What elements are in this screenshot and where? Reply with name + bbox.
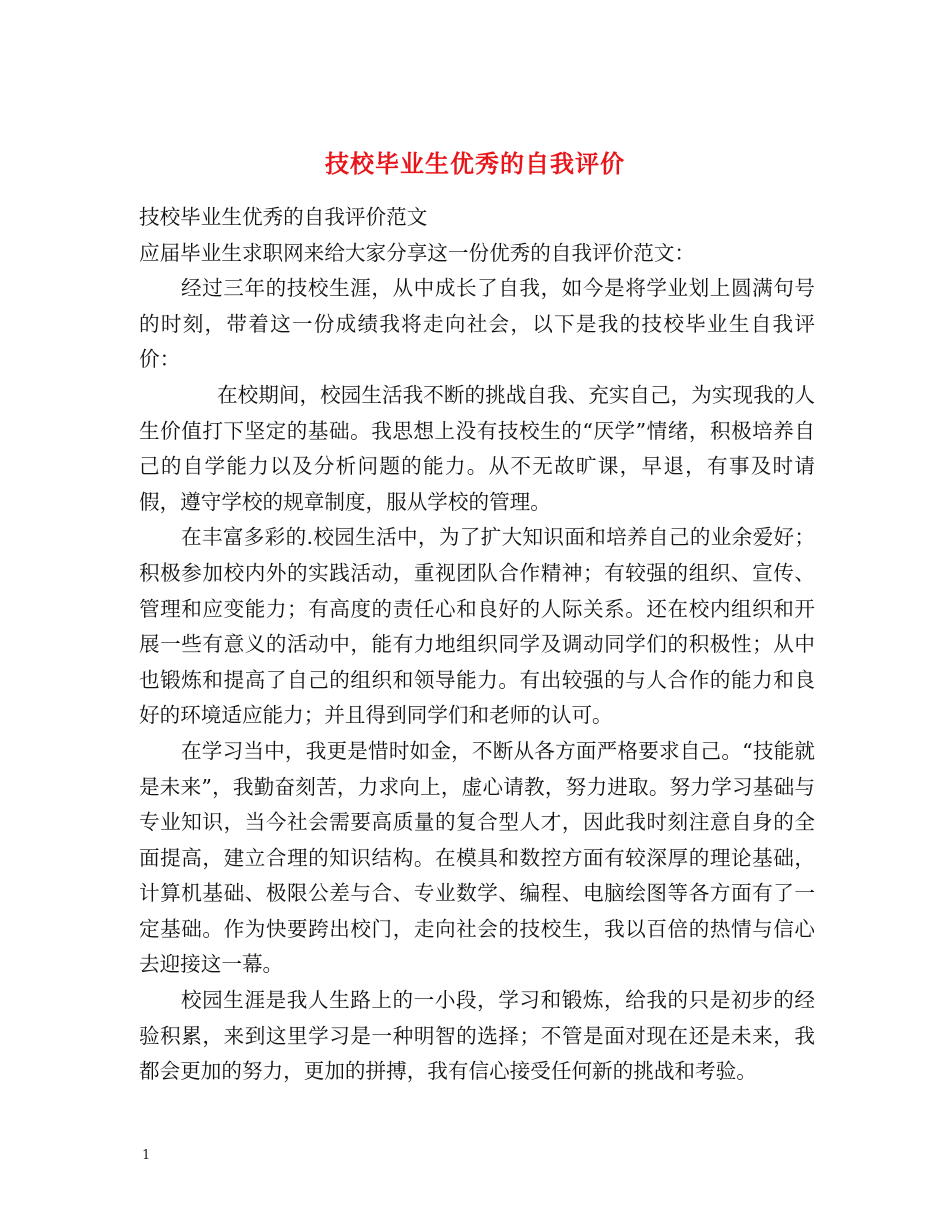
document-title: 技校毕业生优秀的自我评价 bbox=[325, 149, 625, 179]
document-body bbox=[139, 200, 815, 1090]
paragraph-2: 在校期间，校园生活我不断的挑战自我、充实自己，为实现我的人生价值打下坚定的基础。我思想上没有技校生的“厌学”情绪，积极培养自己的自学能力以及分析问题的能力。从不无故旷课，早退，有事及时请假，遵守学校的规章制度，服从学校的管理。 bbox=[139, 382, 815, 514]
subtitle-line: 技校毕业生优秀的自我评价范文 bbox=[139, 205, 428, 229]
intro-line: 应届毕业生求职网来给大家分享这一份优秀的自我评价范文： bbox=[139, 240, 696, 265]
paragraph-1: 经过三年的技校生涯，从中成长了自我，如今是将学业划上圆满句号的时刻，带着这一份成绩我将走向社会，以下是我的技校毕业生自我评价： bbox=[139, 276, 815, 372]
paragraph-4: 在学习当中，我更是惜时如金，不断从各方面严格要求自己。“技能就是未来”，我勤奋刻苦，力求向上，虚心请教，努力进取。努力学习基础与专业知识，当今社会需要高质量的复合型人才，因此我时刻注意自身的全面提高，建立合理的知识结构。在模具和数控方面有较深厚的理论基础，计算机基础、极限公差与合、专业数学、编程、电脑绘图等各方面有了一定基础。作为快要跨出校门，走向社会的技校生，我以百倍的热情与信心去迎接这一幕。 bbox=[139, 738, 815, 977]
paragraph-3: 在丰富多彩的.校园生活中，为了扩大知识面和培养自己的业余爱好；积极参加校内外的实践活动，重视团队合作精神；有较强的组织、宣传、管理和应变能力；有高度的责任心和良好的人际关系。还在校内组织和开展一些有意义的活动中，能有力地组织同学及调动同学们的积极性；从中也锻炼和提高了自己的组织和领导能力。有出较强的与人合作的能力和良好的环境适应能力；并且得到同学们和老师的认可。 bbox=[139, 525, 815, 728]
page-number: 1 bbox=[142, 1148, 151, 1163]
paragraph-5: 校园生涯是我人生路上的一小段，学习和锻炼，给我的只是初步的经验积累，来到这里学习是一种明智的选择；不管是面对现在还是未来，我都会更加的努力，更加的拼搏，我有信心接受任何新的挑战和考验。 bbox=[139, 988, 815, 1084]
